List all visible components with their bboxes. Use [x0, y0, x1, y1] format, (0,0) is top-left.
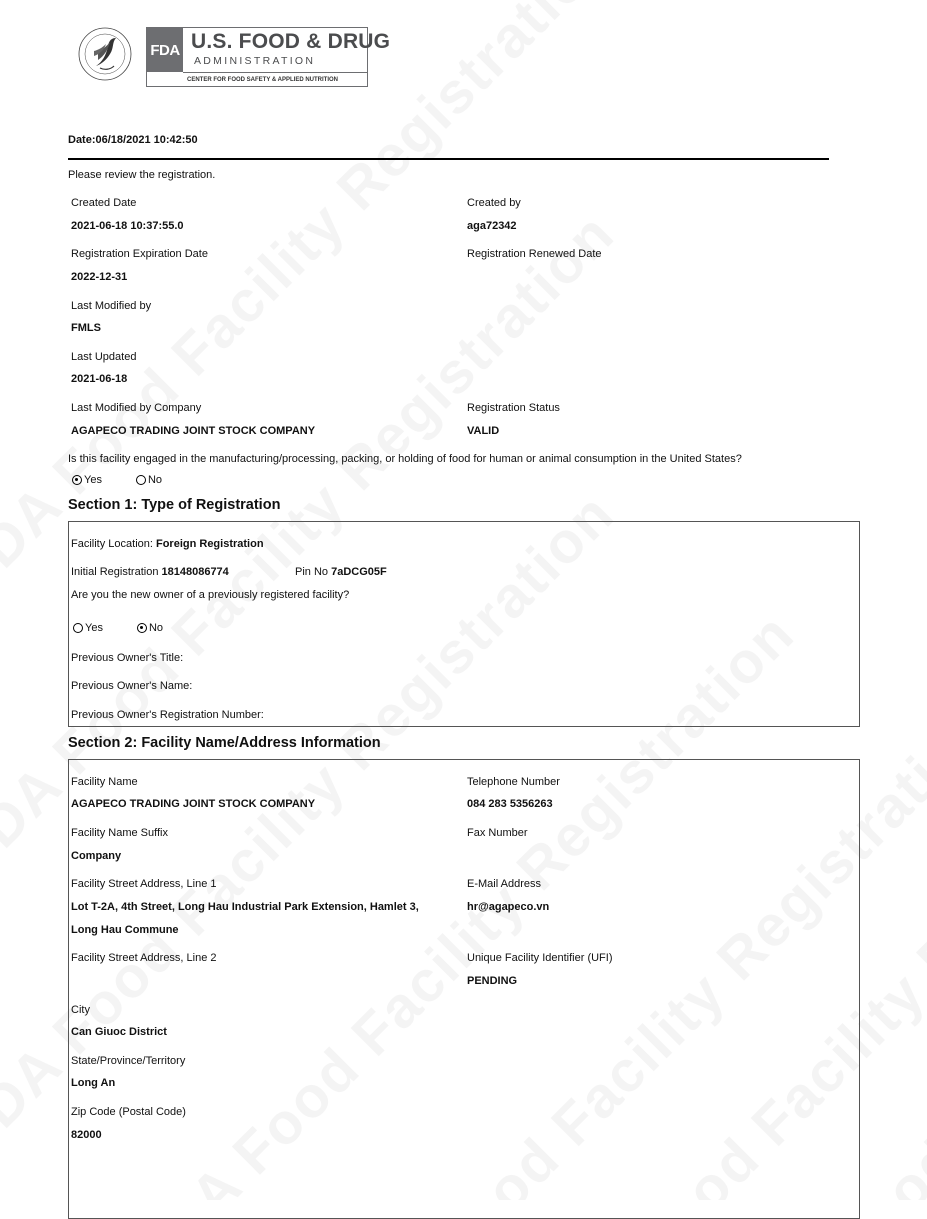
fda-logo — [146, 27, 391, 87]
engagement-question: Is this facility engaged in the manufacturing/processing, packing, or holding of food for human or animal consumption in the United States? — [68, 453, 742, 465]
radio-label: Yes — [85, 622, 103, 634]
facility-name-value: AGAPECO TRADING JOINT STOCK COMPANY — [71, 798, 316, 810]
center-name: CENTER FOR FOOD SAFETY & APPLIED NUTRITION — [183, 72, 367, 86]
zip-label: Zip Code (Postal Code) — [71, 1106, 186, 1118]
section1-title: Section 1: Type of Registration — [68, 497, 281, 513]
agency-subtitle: ADMINISTRATION — [194, 55, 316, 67]
initial-registration-value: 18148086774 — [161, 566, 229, 578]
city-value: Can Giuoc District — [71, 1026, 167, 1038]
divider — [68, 158, 829, 160]
ufi-label: Unique Facility Identifier (UFI) — [467, 952, 613, 964]
status-label: Registration Status — [467, 402, 560, 414]
phone-label: Telephone Number — [467, 776, 560, 788]
last-modified-by-value: FMLS — [71, 322, 101, 334]
pin-number — [295, 566, 387, 578]
radio-label: No — [147, 474, 163, 486]
email-label: E-Mail Address — [467, 878, 541, 890]
suffix-value: Company — [71, 850, 122, 862]
initial-registration — [71, 566, 229, 578]
prev-owner-reg-label: Previous Owner's Registration Number: — [71, 709, 264, 721]
state-value: Long An — [71, 1077, 116, 1089]
hhs-seal-icon — [74, 26, 136, 82]
facility-location-label: Facility Location: — [71, 538, 156, 550]
last-updated-value: 2021-06-18 — [71, 373, 128, 385]
last-modified-company-label: Last Modified by Company — [71, 402, 202, 414]
street2-label: Facility Street Address, Line 2 — [71, 952, 217, 964]
state-label: State/Province/Territory — [71, 1055, 186, 1067]
new-owner-no-radio[interactable] — [137, 622, 163, 634]
engagement-yes-radio[interactable] — [72, 474, 102, 486]
suffix-label: Facility Name Suffix — [71, 827, 168, 839]
created-by-label: Created by — [467, 197, 521, 209]
new-owner-radio-group — [73, 622, 163, 634]
prev-owner-name-label: Previous Owner's Name: — [71, 680, 193, 692]
last-updated-label: Last Updated — [71, 351, 137, 363]
created-date-label: Created Date — [71, 197, 137, 209]
ufi-value: PENDING — [467, 975, 518, 987]
street1-value-line-b: Long Hau Commune — [71, 924, 179, 936]
radio-unselected-icon — [136, 475, 146, 485]
intro-text: Please review the registration. — [68, 169, 216, 181]
radio-selected-icon — [72, 475, 82, 485]
street1-value-line-a: Lot T-2A, 4th Street, Long Hau Industrial Park Extension, Hamlet 3, — [71, 901, 419, 913]
radio-selected-icon — [137, 623, 147, 633]
section2-box — [68, 759, 860, 1219]
facility-location — [71, 538, 264, 550]
status-value: VALID — [467, 425, 500, 437]
pin-value: 7aDCG05F — [331, 566, 387, 578]
renewed-label: Registration Renewed Date — [467, 248, 602, 260]
expiration-label: Registration Expiration Date — [71, 248, 208, 260]
zip-value: 82000 — [71, 1129, 102, 1141]
fda-mark: FDA — [147, 28, 183, 72]
street1-label: Facility Street Address, Line 1 — [71, 878, 217, 890]
expiration-value: 2022-12-31 — [71, 271, 128, 283]
phone-value: 084 283 5356263 — [467, 798, 553, 810]
initial-registration-label: Initial Registration — [71, 566, 162, 578]
created-date-value: 2021-06-18 10:37:55.0 — [71, 220, 184, 232]
agency-name: U.S. FOOD & DRUG — [191, 30, 391, 53]
facility-location-value: Foreign Registration — [155, 538, 264, 550]
last-modified-company-value: AGAPECO TRADING JOINT STOCK COMPANY — [71, 425, 316, 437]
new-owner-question: Are you the new owner of a previously registered facility? — [71, 589, 350, 601]
engagement-no-radio[interactable] — [136, 474, 162, 486]
radio-unselected-icon — [73, 623, 83, 633]
fax-label: Fax Number — [467, 827, 528, 839]
email-value: hr@agapeco.vn — [467, 901, 550, 913]
report-date: Date:06/18/2021 10:42:50 — [68, 134, 198, 146]
last-modified-by-label: Last Modified by — [71, 300, 152, 312]
section1-box — [68, 521, 860, 727]
created-by-value: aga72342 — [467, 220, 517, 232]
engagement-radio-group — [72, 474, 162, 486]
radio-label: No — [148, 622, 164, 634]
facility-name-label: Facility Name — [71, 776, 138, 788]
pin-label: Pin No — [295, 566, 332, 578]
new-owner-yes-radio[interactable] — [73, 622, 103, 634]
city-label: City — [71, 1004, 90, 1016]
section2-title: Section 2: Facility Name/Address Information — [68, 735, 381, 751]
radio-label: Yes — [84, 474, 102, 486]
prev-owner-title-label: Previous Owner's Title: — [71, 652, 184, 664]
